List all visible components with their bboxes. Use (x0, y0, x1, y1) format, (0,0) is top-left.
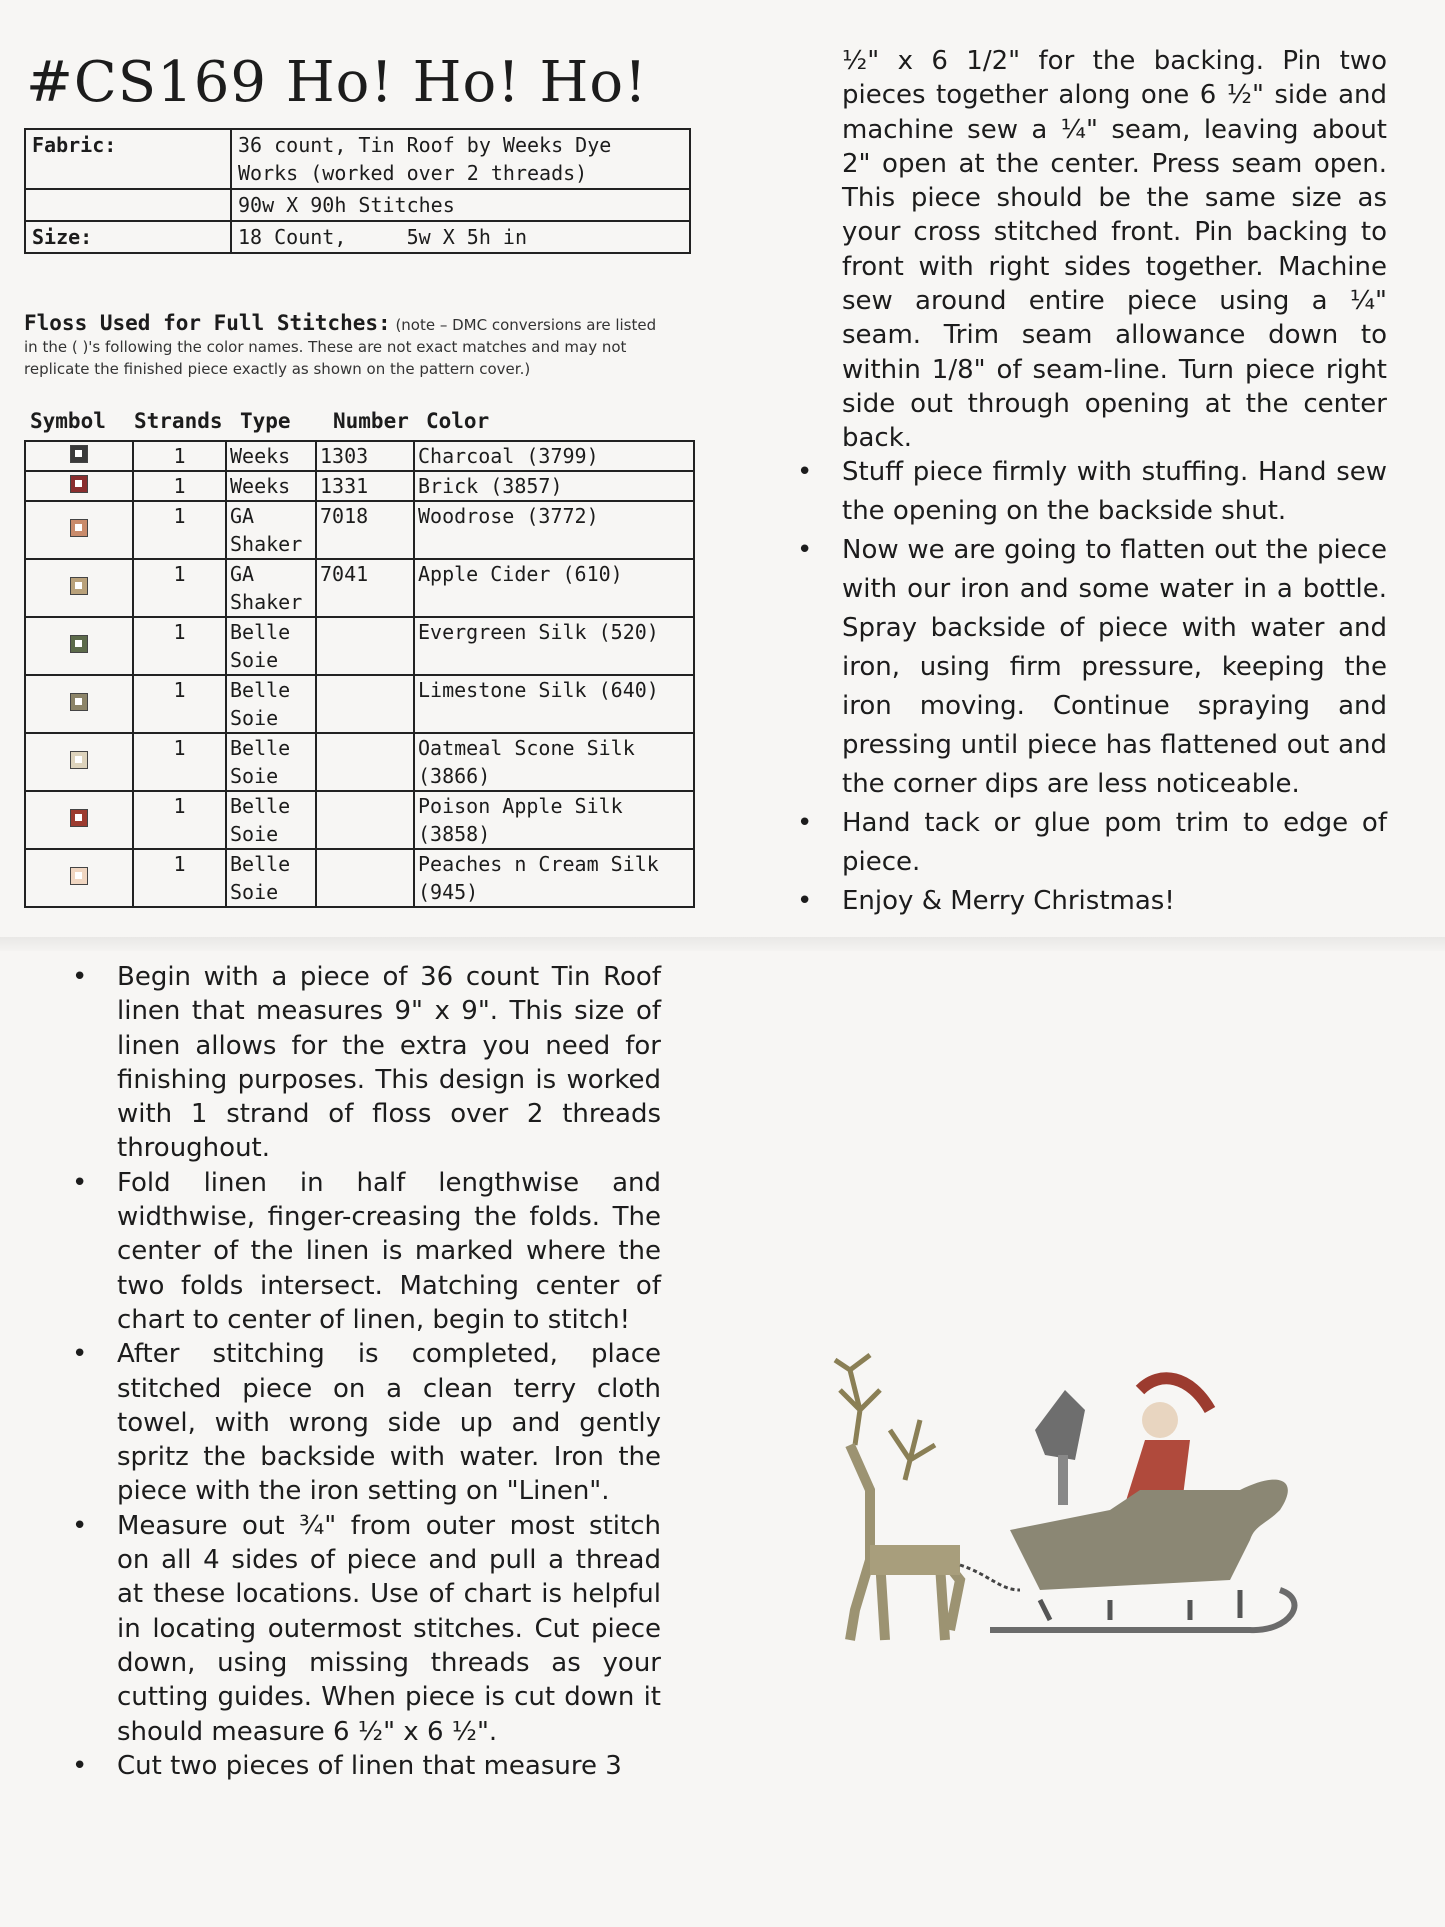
instruction-item: • Measure out ¾" from outer most stitch on all 4 sides of piece and pull a thread at these locations. Use of chart is helpful in locating outermost stitches. Cut piece down, using missing threads as your cutting guides. When piece is cut down it should measure 6 ½" x 6 ½". (24, 1509, 661, 1749)
fabric-info-table (24, 128, 691, 254)
floss-row (25, 471, 694, 501)
floss-strands: 1 (133, 441, 226, 471)
floss-table (24, 440, 695, 908)
instructions-left (24, 960, 661, 1783)
floss-symbol-swatch (25, 849, 133, 907)
floss-number (316, 791, 414, 849)
floss-heading-block (24, 312, 664, 380)
instruction-item: • Now we are going to flatten out the piece with our iron and some water in a bottle. Spray backside of piece with water and iron, using firm pressure, keeping the iron moving. Continue spraying and pressing until piece has flattened out and the corner dips are less noticeable. (749, 531, 1387, 804)
instructions-continued: ½" x 6 1/2" for the backing. Pin two pieces together along one 6 ½" side and machine sew a ¼" seam, leaving about 2" open at the center. Press seam open. This piece should be the same size as your cross stitched front. Pin backing to front with right sides together. Machine sew around entire piece using a ¼" seam. Trim seam allowance down to within 1/8" of seam-line. Turn piece right side out through opening at the center back. (842, 46, 1387, 454)
floss-type: Weeks (226, 441, 316, 471)
instruction-item: • Hand tack or glue pom trim to edge of piece. (749, 804, 1387, 882)
floss-row (25, 617, 694, 675)
floss-number: 7018 (316, 501, 414, 559)
swatch-icon (70, 577, 88, 595)
floss-number: 1331 (316, 471, 414, 501)
floss-type: Belle Soie (226, 849, 316, 907)
swatch-icon (70, 519, 88, 537)
floss-color: Brick (3857) (414, 471, 694, 501)
stitch-count: 90w X 90h Stitches (231, 189, 690, 221)
floss-symbol-swatch (25, 501, 133, 559)
floss-color: Evergreen Silk (520) (414, 617, 694, 675)
floss-row (25, 441, 694, 471)
floss-type: GA Shaker (226, 559, 316, 617)
floss-symbol-swatch (25, 617, 133, 675)
paper-fold-line (0, 937, 1445, 951)
size-label: Size: (25, 221, 231, 253)
instructions-right (749, 453, 1387, 921)
floss-color: Apple Cider (610) (414, 559, 694, 617)
floss-type: Weeks (226, 471, 316, 501)
floss-strands: 1 (133, 617, 226, 675)
col-strands: Strands (134, 409, 223, 433)
floss-strands: 1 (133, 559, 226, 617)
floss-strands: 1 (133, 849, 226, 907)
instruction-item: • Fold linen in half lengthwise and widthwise, finger-creasing the folds. The center of the linen is marked where the two folds intersect. Matching center of chart to center of linen, begin to stitch! (24, 1166, 661, 1337)
floss-number (316, 849, 414, 907)
swatch-icon (70, 635, 88, 653)
floss-number (316, 675, 414, 733)
col-color: Color (426, 409, 490, 433)
instruction-item: • Stuff piece firmly with stuffing. Hand sew the opening on the backside shut. (749, 453, 1387, 531)
floss-color: Woodrose (3772) (414, 501, 694, 559)
swatch-icon (70, 751, 88, 769)
col-type: Type (240, 409, 291, 433)
floss-strands: 1 (133, 791, 226, 849)
floss-row (25, 559, 694, 617)
instruction-item: • Cut two pieces of linen that measure 3 (24, 1749, 661, 1783)
floss-symbol-swatch (25, 733, 133, 791)
swatch-icon (70, 809, 88, 827)
floss-color: Poison Apple Silk (3858) (414, 791, 694, 849)
floss-number (316, 617, 414, 675)
floss-color: Oatmeal Scone Silk (3866) (414, 733, 694, 791)
col-symbol: Symbol (30, 409, 106, 433)
pattern-title: #CS169 Ho! Ho! Ho! (26, 50, 648, 115)
floss-strands: 1 (133, 471, 226, 501)
floss-row (25, 849, 694, 907)
floss-heading: Floss Used for Full Stitches: (24, 311, 391, 335)
floss-number: 1303 (316, 441, 414, 471)
floss-type: Belle Soie (226, 675, 316, 733)
floss-number (316, 733, 414, 791)
floss-strands: 1 (133, 733, 226, 791)
instruction-item: • Enjoy & Merry Christmas! (749, 882, 1387, 921)
floss-strands: 1 (133, 501, 226, 559)
fabric-value: 36 count, Tin Roof by Weeks Dye Works (worked over 2 threads) (231, 129, 690, 189)
floss-row (25, 675, 694, 733)
floss-type: Belle Soie (226, 617, 316, 675)
floss-row (25, 501, 694, 559)
instruction-item: • After stitching is completed, place stitched piece on a clean terry cloth towel, with wrong side up and gently spritz the backside with water. Iron the piece with the iron setting on "Linen". (24, 1337, 661, 1508)
stitches-label-empty (25, 189, 231, 221)
floss-symbol-swatch (25, 441, 133, 471)
col-number: Number (333, 409, 409, 433)
floss-color: Peaches n Cream Silk (945) (414, 849, 694, 907)
swatch-icon (70, 475, 88, 493)
santa-sleigh-illustration (810, 1350, 1360, 1680)
floss-symbol-swatch (25, 559, 133, 617)
floss-symbol-swatch (25, 675, 133, 733)
floss-color: Limestone Silk (640) (414, 675, 694, 733)
swatch-icon (70, 867, 88, 885)
floss-symbol-swatch (25, 471, 133, 501)
floss-type: Belle Soie (226, 733, 316, 791)
swatch-icon (70, 445, 88, 463)
instruction-item: • Begin with a piece of 36 count Tin Roof linen that measures 9" x 9". This size of linen allows for the extra you need for finishing purposes. This design is worked with 1 strand of floss over 2 threads throughout. (24, 960, 661, 1166)
floss-note: (note – DMC conversions are listed in the ( )'s following the color names. These are not exact matches and may not replicate the finished piece exactly as shown on the pattern cover.) (24, 316, 657, 378)
floss-row (25, 733, 694, 791)
floss-type: GA Shaker (226, 501, 316, 559)
floss-symbol-swatch (25, 791, 133, 849)
swatch-icon (70, 693, 88, 711)
floss-color: Charcoal (3799) (414, 441, 694, 471)
floss-type: Belle Soie (226, 791, 316, 849)
fabric-label: Fabric: (25, 129, 231, 189)
floss-strands: 1 (133, 675, 226, 733)
floss-row (25, 791, 694, 849)
floss-number: 7041 (316, 559, 414, 617)
size-value: 18 Count, 5w X 5h in (231, 221, 690, 253)
